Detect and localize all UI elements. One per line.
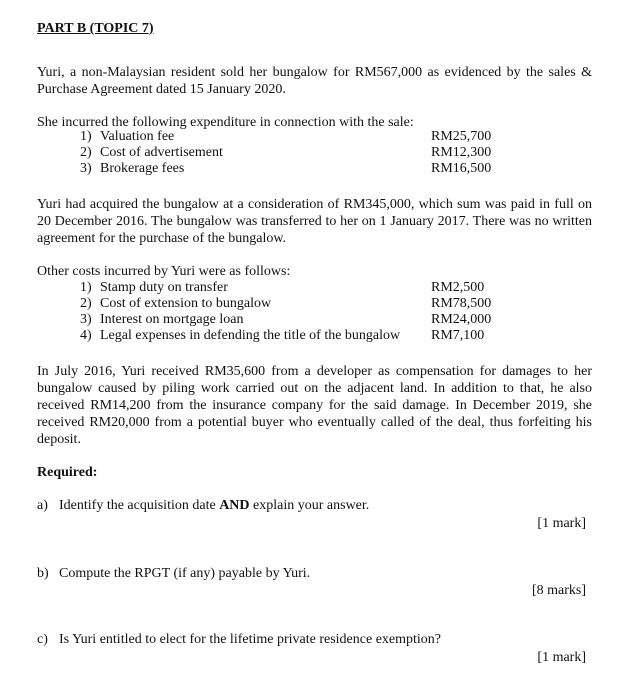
question-text: explain your answer. — [249, 498, 370, 513]
acquisition-paragraph: Yuri had acquired the bungalow at a consideration of RM345,000, which sum was paid in full on 20 December 2016. The bungalow was transferred to her on 1 January 2017. There was no written agreement for the purchase of the bungalow. — [37, 197, 592, 246]
item-label: Brokerage fees — [100, 161, 185, 176]
item-number: 3) — [80, 161, 92, 176]
item-amount: RM7,100 — [431, 328, 485, 343]
item-label: Cost of advertisement — [100, 145, 223, 160]
other-costs-heading: Other costs incurred by Yuri were as follows: — [37, 264, 291, 279]
required-label: Required: — [37, 465, 98, 480]
item-number: 2) — [80, 145, 92, 160]
item-label: Cost of extension to bungalow — [100, 296, 272, 311]
item-label: Legal expenses in defending the title of the bungalow — [100, 328, 401, 343]
question-text: Compute the RPGT (if any) payable by Yuri. — [59, 566, 311, 581]
intro-paragraph: Yuri, a non-Malaysian resident sold her bungalow for RM567,000 as evidenced by the sales & Purchase Agreement dated 15 January 2020. — [37, 65, 592, 97]
section-title: PART B (TOPIC 7) — [37, 21, 154, 36]
question-text-bold: AND — [219, 498, 250, 513]
item-label: Valuation fee — [100, 129, 175, 144]
item-number: 1) — [80, 129, 92, 144]
question-text: Identify the acquisition date — [59, 498, 220, 513]
item-amount: RM78,500 — [431, 296, 492, 311]
item-label: Interest on mortgage loan — [100, 312, 244, 327]
item-number: 3) — [80, 312, 92, 327]
question-c — [37, 632, 441, 648]
question-b — [37, 566, 310, 582]
marks-c: [1 mark] — [537, 650, 586, 665]
marks-a: [1 mark] — [537, 516, 586, 531]
question-letter: c) — [37, 632, 48, 647]
question-a — [37, 498, 369, 514]
item-number: 2) — [80, 296, 92, 311]
item-label: Stamp duty on transfer — [100, 280, 228, 295]
expenditure-heading: She incurred the following expenditure in connection with the sale: — [37, 115, 414, 130]
question-text: Is Yuri entitled to elect for the lifetime private residence exemption? — [59, 632, 441, 647]
item-amount: RM12,300 — [431, 145, 492, 160]
item-number: 1) — [80, 280, 92, 295]
item-amount: RM25,700 — [431, 129, 492, 144]
item-amount: RM2,500 — [431, 280, 485, 295]
item-amount: RM16,500 — [431, 161, 492, 176]
question-letter: a) — [37, 498, 48, 513]
item-number: 4) — [80, 328, 92, 343]
compensation-paragraph: In July 2016, Yuri received RM35,600 from a developer as compensation for damages to her bungalow caused by piling work carried out on the adjacent land. In addition to that, he also received RM14,200 from the insurance company for the said damage. In December 2019, she received RM20,000 from a potential buyer who eventually called of the deal, thus forfeiting his deposit. — [37, 364, 592, 447]
item-amount: RM24,000 — [431, 312, 492, 327]
marks-b: [8 marks] — [531, 583, 586, 598]
question-letter: b) — [37, 566, 49, 581]
